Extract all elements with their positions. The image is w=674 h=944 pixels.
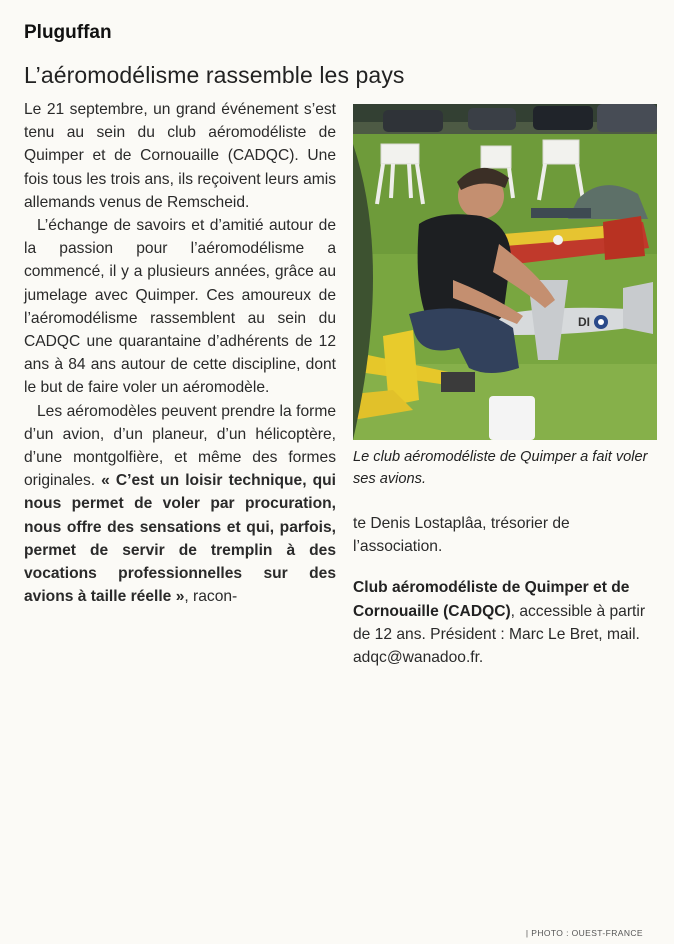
caption-text: Le club aéromodéliste de Quimper a fait voler ses avions.: [353, 449, 648, 487]
club-name: Club aéromodéliste de Quimper et de Cornouaille (CADQC): [353, 579, 630, 620]
article-body-right: [353, 512, 659, 669]
club-info: [353, 576, 659, 669]
continuation-paragraph: te Denis Lostaplâa, trésorier de l’association.: [353, 515, 570, 556]
club-details: , accessible à partir de 12 ans. Président : Marc Le Bret, mail. adqc@wanadoo.fr.: [353, 602, 646, 667]
svg-text:DI: DI: [578, 315, 590, 329]
pull-quote: « C’est un loisir technique, qui nous permet de voler par procuration, nous offre des sensations et qui, parfois, permet de servir de tremplin à des vocations professionnelles sur des avions à taille réelle »: [24, 472, 336, 606]
article-photo: [353, 104, 657, 440]
section-kicker: Pluguffan: [24, 22, 112, 43]
quote-attribution-start: , racon-: [184, 588, 238, 606]
paragraph-1: Le 21 septembre, un grand événement s’est tenu au sein du club aéromodéliste de Quimper et de Cornouaille (CADQC). Une fois tous les trois ans, ils reçoivent leurs amis allemands venus de Remscheid.: [24, 101, 336, 211]
paragraph-3: [24, 400, 336, 609]
photo-credit: | PHOTO : OUEST-FRANCE: [525, 928, 643, 938]
article-body-left: [24, 98, 336, 608]
paragraph-2: L’échange de savoirs et d’amitié autour de la passion pour l’aéromodélisme a commencé, il y a plusieurs années, grâce au jumelage avec Quimper. Ces amoureux de l’aéromodélisme rassemblent au sein du CADQC une quarantaine d’adhérents de 12 ans à 84 ans autour de cette discipline, dont le but de faire voler un aéromodèle.: [24, 217, 336, 397]
paragraph-3-text: Les aéromodèles peuvent prendre la forme d’un avion, d’un planeur, d’un hélicoptère, d’une montgolfière, et même des formes originales.: [24, 402, 336, 490]
article-headline: L’aéromodélisme rassemble les pays: [24, 62, 405, 88]
photo-illustration: [353, 104, 657, 440]
